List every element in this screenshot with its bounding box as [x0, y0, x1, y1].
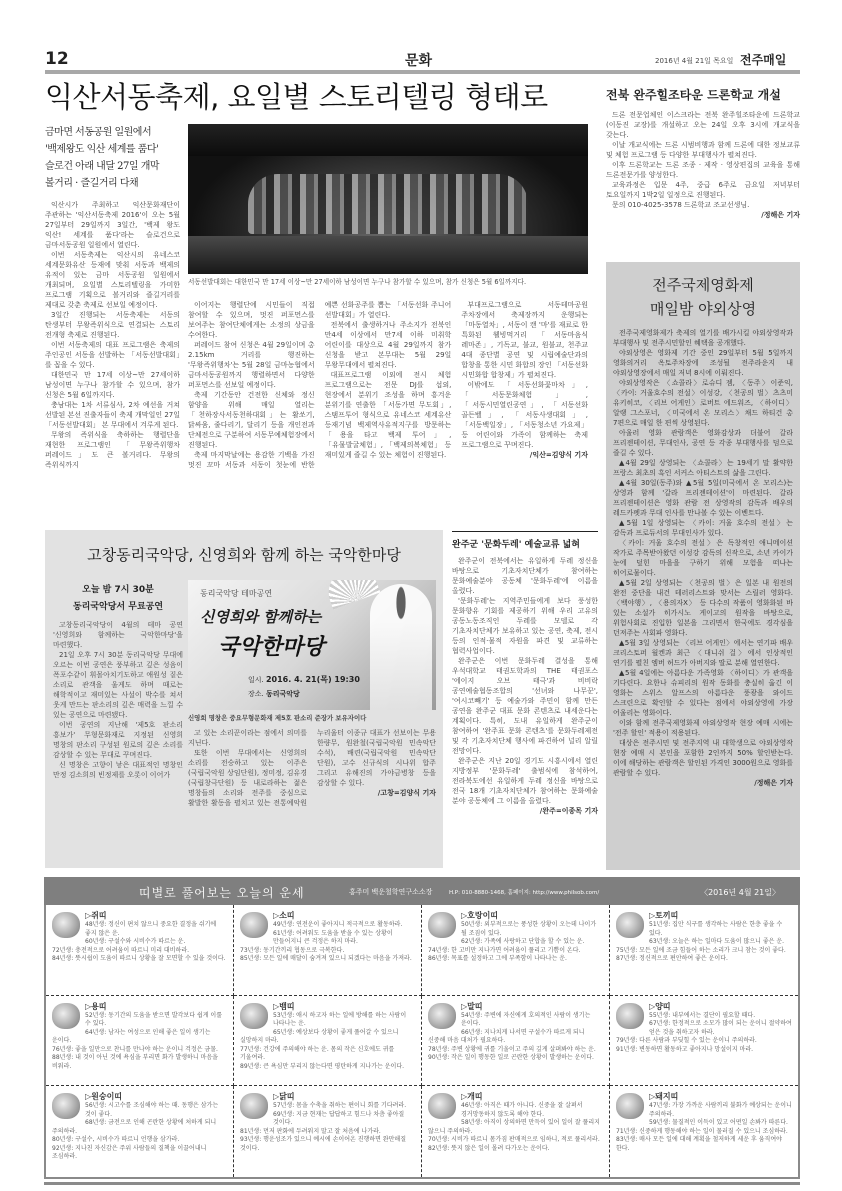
poster-venue [248, 689, 300, 699]
paragraph: ▲4월 30일(동주)와 ▲5월 5일(미국에서 온 모리스)는 상영과 함께 '갈라 프리젠테이션'이 마련된다. 갈라 프리젠테이션은 영화 관람 전 상영작의 감독과 배우의 레드카펫과 무대 인사를 만나볼 수 있는 이벤트다. [613, 479, 793, 517]
fortune-line: 90년생: 작은 일이 행동한 일로 곤란한 상황이 발생하는 운이다. [428, 1054, 594, 1062]
paragraph: 문의 010-4025-3578 드론학교 조교선생님. [612, 201, 750, 209]
fortune-line: 77년생: 건강에 주의해야 하는 운. 몸의 작은 신호에도 귀를 기울여라. [240, 1045, 395, 1062]
fortune-line: 87년생: 정신적으로 편안하여 좋은 운이다. [616, 955, 728, 962]
fortune-item [610, 996, 798, 1087]
fortune-line: 66년생: 지나치게 나서면 구설수가 따르게 되니 신중해 마음 대처가 필요하다. [428, 1028, 585, 1045]
paragraph: 이어지는 행렬단에 시민들이 직접 참여할 수 있으며, 멋진 퍼포먼스를 보여주는 참여단체에게는 소정의 상금을 수여한다. [188, 301, 315, 339]
paragraph: 충남대는 1차 서류심사, 2차 예선을 거쳐 선발된 본선 진출자들이 축제 개막일인 27일 「서동선발대회」 본 무대에서 겨루게 된다. [45, 401, 180, 429]
paragraph: 대상은 전주시민 및 전주지역 내 대학생으로 야외상영작 현장 예매 시 본인을 포함한 2인까지 50% 할인받는다. 이에 해당하는 관람객은 할인된 가격인 3000원으로 영화를 관람할 수 있다. [613, 739, 793, 777]
paragraph: ▲5월 1일 상영되는 〈카이: 거울 호수의 전설〉는 감독과 프로듀서의 무대인사가 있다. [613, 519, 793, 537]
subhead: '백제왕도 익산 세계를 품다' [45, 144, 159, 155]
concert-headline: 고창동리국악당, 신영희와 함께 하는 국악한마당 [87, 546, 401, 564]
stage-lights [188, 124, 588, 156]
paragraph: ▲5월 4일에는 아름다운 가족영화 〈하이디〉가 관객을 기다린다. 요한나 슈피리의 원작 동화를 충실히 옮긴 이 영화는 스위스 알프스의 아름다운 풍광을 와이드 스크린으로 확인할 수 있다는 점에서 야외상영에 가장 어울리는 영화이다. [613, 669, 793, 717]
fortune-line: 47년생: 가장 가까운 사람끼리 불화가 예상되는 운이니 주의하라. [649, 1102, 792, 1118]
main-article-byline: /익산=김양식 기자 [529, 451, 588, 459]
fortune-line: 74년생: 한 고비만 지나가면 어려움이 풀리고 기쁨이 온다. [428, 946, 581, 954]
zodiac-name: ▷뱀띠 [273, 1001, 295, 1011]
main-article-left-column [45, 200, 180, 470]
fortune-line: 53년생: 애시 하고자 하는 일에 방해를 하는 사람이 나타나는 운. [273, 1011, 407, 1028]
fortune-item [234, 1086, 422, 1177]
fortune-item [46, 905, 234, 996]
fortune-line: 63년생: 오늘은 하는 일마다 도움이 많으니 좋은 운. [649, 938, 785, 945]
fortune-line: 60년생: 구설수와 시비수가 따르는 운. [85, 938, 186, 945]
fortune-line: 54년생: 주변에 자신에게 호의적인 사람이 생기는 운이다. [461, 1011, 591, 1028]
fortune-line: 91년생: 변동하면 활동하고 좋아지나 망설이지 마라. [616, 1045, 754, 1053]
fortune-line: 93년생: 행운성조가 있으니 예시에 손이어온 진행하면 완만해질 것이다. [240, 1136, 407, 1152]
paragraph: 이후 드론학교는 드론 조종 · 제작 · 영상편집의 교육을 통해 드론전문가를 양성한다. [606, 161, 800, 179]
paragraph: 부대프로그램으로 서동테마공원 주차장에서 축제장까지 운행되는 「마동열차」, 서동이 캔 '마'를 재료로 한 특화된 웰빙먹거리 「서동마음식 레마존」, 기독교, 불교, 원불교, 천주교 4대 종단별 공연 및 시립예술단과의 합창을 통한 시민 화합의 장인 「서동선화 시민화합 합창제」가 펼쳐진다. [461, 301, 588, 379]
paragraph: 대표프로그램 이외에 전시 체험 프로그램으로는 전문 DJ를 섭외, 현장에서 분위기 조성을 하며 흥겨운 분위기를 연출한 「서동가면 무도회」, 스탬프투어 형식으로 유네스코 세계유산 등재기념 백제역사유적지구를 방문하는 「용을 타고 백제 투어」, 「유물발굴체험」, 「백제의복체험」 등 재미있게 즐길 수 있는 체험이 진행된다. [324, 371, 452, 459]
zodiac-name: ▷닭띠 [273, 1092, 295, 1102]
fortune-line: 71년생: 신중하게 행동해야 하는 일이 물러질 수 있으니 조심하라. [616, 1127, 788, 1135]
poster-top-text: 동리국악당 테마공연 [200, 589, 273, 598]
fortune-line: 76년생: 좋을 일만으로 찬니를 만나야 하는 운이니 걱정은 금물. [52, 1045, 218, 1053]
paragraph: 무왕의 즉위식을 축하하는 행렬단을 재현한 프로그램인 「무왕즉위행차 퍼레이드」도 큰 볼거리다. 무왕의 즉위식까지 [45, 431, 180, 469]
fortune-line: 85년생: 모든 일에 매달이 숨겨져 있으니 되겠다는 마음을 가져라. [240, 955, 412, 962]
paragraph: 완주군이 전북에서는 유일하게 두레 정신을 바탕으로 기초자치단체가 참여하는 문화예술분야 공동체 '문화두레'에 이름을 올렸다. [452, 557, 598, 595]
concert-subhead-time: 오늘 밤 7시 30분 [82, 585, 154, 595]
fortune-grid [44, 905, 800, 1179]
paragraph: ▲4월 29일 상영되는 〈쇼콜라〉는 19세기 말 활약한 프랑스 최초의 흑인 서커스 아티스트의 삶을 그린다. [613, 459, 793, 477]
paragraph: 또한 이번 무대에서는 신영희의 소리를 전승하고 있는 이주은(국립국악원 상임단원), 정미정, 김유경(국립창극단원) 등 내로라하는 젊은 명창들의 소리와 전주를 중심으로 활발한 활동을 펼치고 있는 전통예악원 누리울터 이종규 대표가 선보이는 무용 한량무, 원완철(국립국악원 민속악단 수석), 배련(국립국악원 민속악단 단원), 고수 신규식의 시나위 합주 그리고 유해진의 가야금병창 등을 감상할 수 있다. [188, 729, 436, 807]
paper-name: 전주매일 [740, 53, 787, 67]
paragraph: 고창동리국악당이 4월의 테마 공연 '신영희와 함께하는 국악한마당'을 마련했다. [53, 621, 183, 649]
bottom-rule [44, 1182, 800, 1185]
paragraph: 야외상영은 영화제 기간 중인 29일부터 5월 5일까지 영화의거리 옥토주차장에 조성될 전주라운지 내 야외상영장에서 매일 저녁 8시에 이뤄진다. [613, 349, 793, 377]
wanju-byline: /완주=이종목 기자 [539, 807, 598, 815]
rooster-icon [240, 1093, 268, 1119]
fortune-item [422, 905, 610, 996]
singer-figure [370, 584, 432, 710]
fortune-line: 62년생: 가족에 사랑하고 단합을 할 수 있는 운. [461, 938, 585, 945]
paragraph: 이밖에도 「서동선화꽃마차」, 「서동문화체험」, 「서동시민열린공연」, 「서동선화 골든벨」, 「서동사생대회」, 「서동백일장」, 「서동청소년 가요제」 등 어린이와 가족이 함께하는 축제 프로그램으로 꾸며진다. [461, 381, 588, 449]
fortune-line: 50년생: 외부적으로는 풍성한 상황이 오는데 나이가 될 조짐이 있다. [461, 921, 597, 937]
fortune-item [422, 1086, 610, 1177]
fortune-line: 83년생: 매사 모든 일에 대해 계획을 철저하게 세운 후 움직여야 한다. [616, 1136, 782, 1152]
paragraph: 축제 기간동안 건전한 신체와 정신 함양을 위해 매일 열리는 「천하장사서동천하대회」는 활쏘기, 닭싸움, 줄다리기, 달리기 등을 개인전과 단체전으로 구분하여 서동무예체험장에서 진행된다. [188, 391, 315, 449]
fortune-author: 홍주미 백운철학연구소소장 [349, 888, 433, 896]
concert-byline: /고창=김양식 기자 [377, 789, 436, 797]
main-headline: 익산서동축제, 요일별 스토리텔링 형태로 [45, 80, 548, 114]
monkey-icon [52, 1093, 80, 1119]
photo-caption: 서동선발대회는 대한민국 만 17세 이상~만 27세이하 남성이면 누구나 참가할 수 있으며, 참가 신청은 5월 6일까지다. [188, 278, 527, 286]
paragraph: 이번 공연의 지난해 '제5호 판소리 흥보가' 무형문화재로 지정된 신영희 명창의 판소리 구성된 원로의 깊은 소리를 감상할 수 있는 무대로 꾸며진다. [53, 721, 183, 759]
fortune-item [610, 1086, 798, 1177]
poster-title-line2: 국악한마당 [218, 634, 325, 660]
horse-icon [428, 1003, 456, 1029]
tiger-icon [428, 912, 456, 938]
concert-right-columns [188, 728, 436, 808]
dog-icon [428, 1093, 456, 1119]
fortune-line: 46년생: 아직은 때가 아니다. 신중을 잘 살펴서 경거망동하지 않도록 해야 한다. [461, 1102, 583, 1118]
fortune-item [46, 1086, 234, 1177]
paragraph: '문화두레'는 지역주민들에게 보다 풍성한 문화향유 기회를 제공하기 위해 우리 고유의 공동노동조직인 두레를 모델로 각 기초자치단체가 보유하고 있는 공연, 축제, 전시 등의 인적·물적 자원을 파견 및 교류하는 협력사업이다. [452, 597, 598, 655]
fortune-item [234, 996, 422, 1087]
fortune-line: 58년생: 아직이 상의하면 만득이 있어 일이 잘 풀리지 않으니 주의하라. [428, 1119, 600, 1135]
zodiac-name: ▷말띠 [461, 1001, 483, 1011]
fortune-line: 92년생: 지나친 자신감은 주위 사람들의 질책을 이끌어내니 조심하라. [52, 1144, 207, 1161]
paragraph: 이와 함께 전주국제영화제 야외상영작 현장 예매 시에는 '전주 할인' 적용이 적용된다. [613, 719, 793, 737]
film-title-line1: 전주국제영화제 [652, 276, 754, 294]
poster-date [248, 674, 360, 685]
fortune-line: 80년생: 구설수, 시비수가 따르니 언행을 삼가라. [52, 1136, 180, 1144]
paragraph: 야외상영작은 〈쇼콜라〉로슈디 젬, 〈동주〉이준익, 〈카이: 거울호수의 전설〉이성강, 〈천공의 벌〉츠츠미 유키히코, 〈리브 어게인〉로버트 에드워즈, 〈하이디〉알랭 그스포너, 〈미국에서 온 모리스〉채드 하티건 총 7편으로 매일 한 편씩 상영된다. [613, 379, 793, 427]
zodiac-name: ▷토끼띠 [649, 911, 679, 920]
paragraph: 퍼레이드 참여 신청은 4월 29일이며 총 2.15km 거리를 행진하는 '무왕즉위행차'는 5월 28일 금마농협에서 금마서동공원까지 행렬하면서 다양한 퍼포먼스를 선보일 예정이다. [188, 341, 315, 389]
paragraph: 신 명창은 고향이 낳은 대표적인 명창인 만정 김소희의 빈정제를 오롯이 이어가 [53, 761, 183, 779]
fortune-line: 67년생: 한정적으로 소모가 많이 되는 운이니 절약하여 얻은 것을 취하고자 하라. [649, 1020, 792, 1036]
fortune-line: 78년생: 주변 상황에 귀를 기울이고 주의 깊게 살펴봐야 하는 운. [428, 1045, 596, 1053]
paragraph: 이번 서동축제의 대표 프로그램은 축제의 주인공인 서동을 선발하는 「서동선발대회」를 꼽을 수 있다. [45, 341, 180, 369]
paragraph: ▲5월 3일 상영되는 〈리브 어게인〉에서는 연기파 배우 크리스토퍼 월켄과 최근 〈대니쉬 걸〉에서 인상적인 연기를 펼친 엠버 허드가 아버지와 딸로 분해 열연한다. [613, 639, 793, 667]
zodiac-name: ▷양띠 [649, 1001, 671, 1011]
paragraph: ▲5월 2일 상영되는 〈천공의 벌〉은 일본 내 원전의 완전 중단을 내건 테러리스트와 맞서는 스릴러 영화다. 〈백야행〉, 〈용의자X〉 등 다수의 작품이 영화화된 바 있는 소설가 히가시노 게이고의 원작을 바탕으로, 위험사회로 진입한 일본을 그리면서 한국에도 경각심을 던져주는 사회파 영화다. [613, 579, 793, 637]
fortune-line: 57년생: 몸을 수축을 취하는 편이니 회를 기다려라. [273, 1102, 407, 1110]
paragraph: 21일 오후 7시 30분 동리국악당 무대에 오르는 이번 공연은 풍부하고 깊은 성음이 폭포수같이 휘몰아치기도하고 애원성 짙은 소리로 관객을 울게도 하며 때로는 해학적이고 재미있는 사설이 박수를 쳐서 웃게 만드는 판소리의 깊은 매력을 느낄 수 있는 공연으로 마련됐다. [53, 651, 183, 719]
fortune-line: 69년생: 지금 현재는 답답하고 힘드나 차츰 좋아질 것이다. [273, 1110, 405, 1127]
paragraph: 고 있는 소리꾼이라는 점에서 의미를 지닌다. [188, 729, 307, 747]
page-number: 12 [45, 49, 69, 69]
fortune-line: 48년생: 정신이 편치 않으니 중요한 결정을 쉬기에 좋지 않은 운. [85, 921, 217, 937]
paragraph: 드론 전문업체인 이스크라는 전북 완주힐조타운에 드론학교(이동진 교장)를 개설하고 오는 24일 오후 3시에 개교식을 갖는다. [606, 111, 800, 139]
subhead: 볼거리 · 즐길거리 다채 [45, 178, 139, 189]
performers [248, 174, 528, 234]
paragraph: 아울러 영화 관람객은 영화감상과 더불어 갈라 프리젠테이션, 무대인사, 공연 등 각종 부대행사를 덤으로 즐길 수 있다. [613, 429, 793, 457]
paragraph: 전주국제영화제가 축제의 열기를 배가시킬 야외상영작과 부대행사 및 전주시민할인 혜택을 공개했다. [613, 329, 793, 347]
film-festival-box [606, 262, 800, 870]
concert-subhead-venue: 동리국악당서 무료공연 [72, 602, 164, 612]
paragraph: 이날 개교식에는 드론 시범비행과 함께 드론에 대한 정보교류 및 체험 프로그램 등 다양한 부대행사가 펼쳐진다. [606, 141, 800, 159]
fortune-contact: H.P: 010-8880-1468, 홈페이지: http://www.philsob.com/ [449, 890, 600, 896]
paragraph: 〈카이: 거울 호수의 전설〉은 독창적인 애니메이션 작가로 주목받아왔던 이성강 감독의 신작으로, 소년 카이가 눈에 덮힌 마을을 구하기 위해 모험을 떠나는 히어로물이다. [613, 539, 793, 577]
poster-title-line1: 신영희와 함께하는 [200, 608, 322, 626]
concert-left-column [53, 620, 183, 780]
sheep-icon [616, 1003, 644, 1029]
fortune-line: 88년생: 내 것이 아닌 것에 욕심을 부리면 화가 발생하니 마음을 비워라. [52, 1054, 218, 1070]
stage-floor [188, 236, 588, 274]
paragraph: 완주군은 지난 20일 경기도 시흥시에서 열린 지방정부 '문화두레' 출범식에 참석하여, 전라북도에선 유일하게 두레 정신을 바탕으로 전국 18개 기초자치단체가 참여하는 문화예술 분야 공동체에 그 이름을 올렸다. [452, 757, 598, 805]
fortune-line: 75년생: 모든 일에 조금 힘들어 하는 소리가 크니 참는 것이 좋다. [616, 946, 786, 954]
date-value: 2016. 4. 21(목) 19:30 [265, 675, 360, 684]
paragraph: 익산시가 주최하고 익산문화재단이 주관하는 '익산서동축제 2016'이 오는 5월 27일부터 29일까지 3일간, '백제 왕도 익산! 세계를 품다'라는 슬로건으로 금마서동공원 일원에서 열린다. [45, 201, 180, 249]
fortune-title: 띠별로 풀어보는 오늘의 운세 [139, 886, 305, 900]
venue-label: 장소. [248, 690, 264, 698]
drone-article-body [606, 110, 800, 220]
zodiac-name: ▷개띠 [461, 1092, 483, 1102]
zodiac-name: ▷용띠 [85, 1001, 107, 1011]
fortune-item [422, 996, 610, 1087]
fortune-line: 51년생: 집안 식구를 생각하는 사람은 한층 좋을 수 있다. [649, 921, 783, 937]
venue-value: 동리국악당 [265, 690, 300, 698]
issue-date: 2016년 4월 21일 목요일 [655, 57, 734, 65]
zodiac-name: ▷돼지띠 [649, 1092, 679, 1102]
main-article-columns [188, 300, 588, 470]
fortune-line: 86년생: 목표를 설정하고 그에 부족함이 나타나는 운. [428, 955, 567, 962]
fortune-line: 73년생: 동기간끼리 협동으로 극복한다. [240, 946, 345, 954]
fortune-line: 89년생: 큰 욕심만 부리지 않는다면 평탄하게 지나가는 운이다. [240, 1062, 405, 1070]
concert-poster [188, 580, 436, 710]
fortune-line: 52년생: 동기간의 도움을 받으면 발각보다 쉽게 이룰 수 있다. [85, 1011, 223, 1028]
rabbit-icon [616, 912, 644, 938]
fortune-line: 72년생: 충전적으로 어려움이 따르니 미리 대비하라. [52, 946, 190, 954]
fortune-header-bar [44, 877, 800, 905]
paragraph: 교육과정은 입문 4주, 중급 6주로 금요일 저녁부터 토요일까지 1박2일 일정으로 진행된다. [606, 181, 800, 199]
festival-photo [188, 124, 588, 274]
fortune-line: 82년생: 뜻지 않은 일이 몰려 다가오는 운이다. [428, 1144, 550, 1152]
header-rule [45, 70, 800, 74]
drone-byline: /정해은 기자 [761, 211, 800, 219]
fortune-line: 59년생: 물질적인 이득이 있고 어떤일 손봐가 따른다. [649, 1119, 788, 1127]
wanju-headline: 완주군 '문화두레' 예술교류 넓혀 [452, 540, 580, 550]
paragraph: 축제 마지막날에는 용감한 기백을 가진 멋진 꼬마 서동과 서동이 첫눈에 반한 예쁜 선화공주를 뽑는 「서동선화 주니어 선발대회」가 열린다. [188, 301, 452, 469]
date-label: 일시. [248, 676, 264, 684]
film-article-body [613, 328, 793, 788]
zodiac-name: ▷소띠 [273, 911, 295, 920]
fortune-item [610, 905, 798, 996]
drone-headline: 전북 완주힐조타운 드론학교 개설 [606, 88, 781, 102]
zodiac-name: ▷호랑이띠 [461, 911, 499, 920]
section-title: 문화 [405, 53, 433, 69]
fortune-line: 55년생: 내부에서는 결단이 필요할 때다. [649, 1011, 756, 1019]
zodiac-name: ▷원숭이띠 [85, 1092, 123, 1102]
fortune-line: 64년생: 남자는 여성으로 인해 좋은 일이 생기는 운이다. [52, 1028, 211, 1045]
paragraph: 대한민국 만 17세 이상~만 27세이하 남성이면 누구나 참가할 수 있으며, 참가 신청은 5월 6일까지다. [45, 371, 180, 399]
fortune-item [46, 996, 234, 1087]
wanju-article-body [452, 556, 598, 816]
fortune-line: 84년생: 뜻시쉽이 도움이 따르니 상황을 잘 모면할 수 있을 것이다. [52, 955, 226, 962]
main-subheads [45, 124, 181, 192]
paragraph: 3일간 진행되는 서동축제는 서동의 탄생부터 무왕즉위식으로 연결되는 스토리 전개형 축제로 진행된다. [45, 311, 180, 339]
zodiac-name: ▷쥐띠 [85, 911, 107, 920]
fortune-line: 70년생: 시비가 따르니 몸가짐 판매적으로 임하니, 적로 풀리서라. [428, 1136, 600, 1144]
fortune-line: 81년생: 먼저 판화에 두려워지 말고 잘 처음에 나가라. [240, 1127, 381, 1135]
concert-box [45, 530, 443, 868]
fortune-line: 68년생: 금전으로 인해 곤란한 상황에 처하게 되니 주의하라. [52, 1119, 217, 1135]
film-byline: /정해은 기자 [754, 779, 793, 787]
subhead: 금마면 서동공원 일원에서 [45, 127, 152, 138]
film-title-line2: 매일밤 야외상영 [649, 300, 757, 318]
paragraph: 이번 서동축제는 익산시의 유네스코 세계문화유산 등재에 맞춰 서동과 백제의 유적이 있는 금마 서동공원 일원에서 개최되며, 요일별 스토리텔링을 가미한 프로그램 기획으로 볼거리와 즐길거리를 제대로 갖춘 축제로 선보일 예정이다. [45, 251, 180, 309]
fortune-line: 79년생: 다른 사람과 부딪힐 수 있는 운이니 주의하라. [616, 1037, 757, 1045]
paragraph: 전북에서 출생하거나 주소지가 전북인 만4세 이상에서 만7세 이하 미취학 어린이를 대상으로 4월 29일까지 참가 신청을 받고 본무대는 5월 29일 무왕무대에서 펼쳐진다. [324, 321, 452, 369]
concert-photo-caption: 신영희 명창은 중요무형문화재 제5호 판소리 준장가 보유자이다 [188, 714, 367, 722]
paragraph: 완주군은 이번 문화두레 결성을 통해 우석대학교 태권도학과의 THE 태권포스 '에이지 오브 태극'과 비비락 공연예술협동조합의 '선녀와 나무꾼', '여시코빼기' 등 예술가와 주민이 함께 만든 공연을 완주군 대표 문화 콘텐츠로 내세운다는 계획이다. 특히, 도내 유일하게 완주군이 참여하여 '완주표 문화 콘텐츠'를 문화두레제전 및 각 기초자치단체 행사에 파견하여 널리 알릴 전망이다. [452, 657, 598, 755]
pig-icon [616, 1093, 644, 1119]
ox-icon [240, 912, 268, 938]
fortune-line: 65년생: 예상보다 상황이 좋게 풀어갈 수 있으니 실망하지 마라. [240, 1028, 399, 1045]
fortune-date: 〈2016년 4월 21일〉 [700, 888, 780, 897]
fortune-line: 49년생: 연전운이 좋아지니 적극적으로 활동하라. [273, 921, 403, 928]
fortune-item [234, 905, 422, 996]
fortune-line: 61년생: 어려워도 도움을 받을 수 있는 상황이 만들어지니 큰 걱정은 하지 마라. [273, 929, 393, 945]
dragon-icon [52, 1003, 80, 1029]
snake-icon [240, 1003, 268, 1029]
fortune-line: 56년생: 시고수를 조심해야 하는 때. 동행은 삼가는 것이 좋다. [85, 1102, 219, 1118]
subhead: 슬로건 아래 내달 27일 개막 [45, 161, 160, 172]
rat-icon [52, 912, 80, 938]
wanju-rule [452, 531, 598, 532]
